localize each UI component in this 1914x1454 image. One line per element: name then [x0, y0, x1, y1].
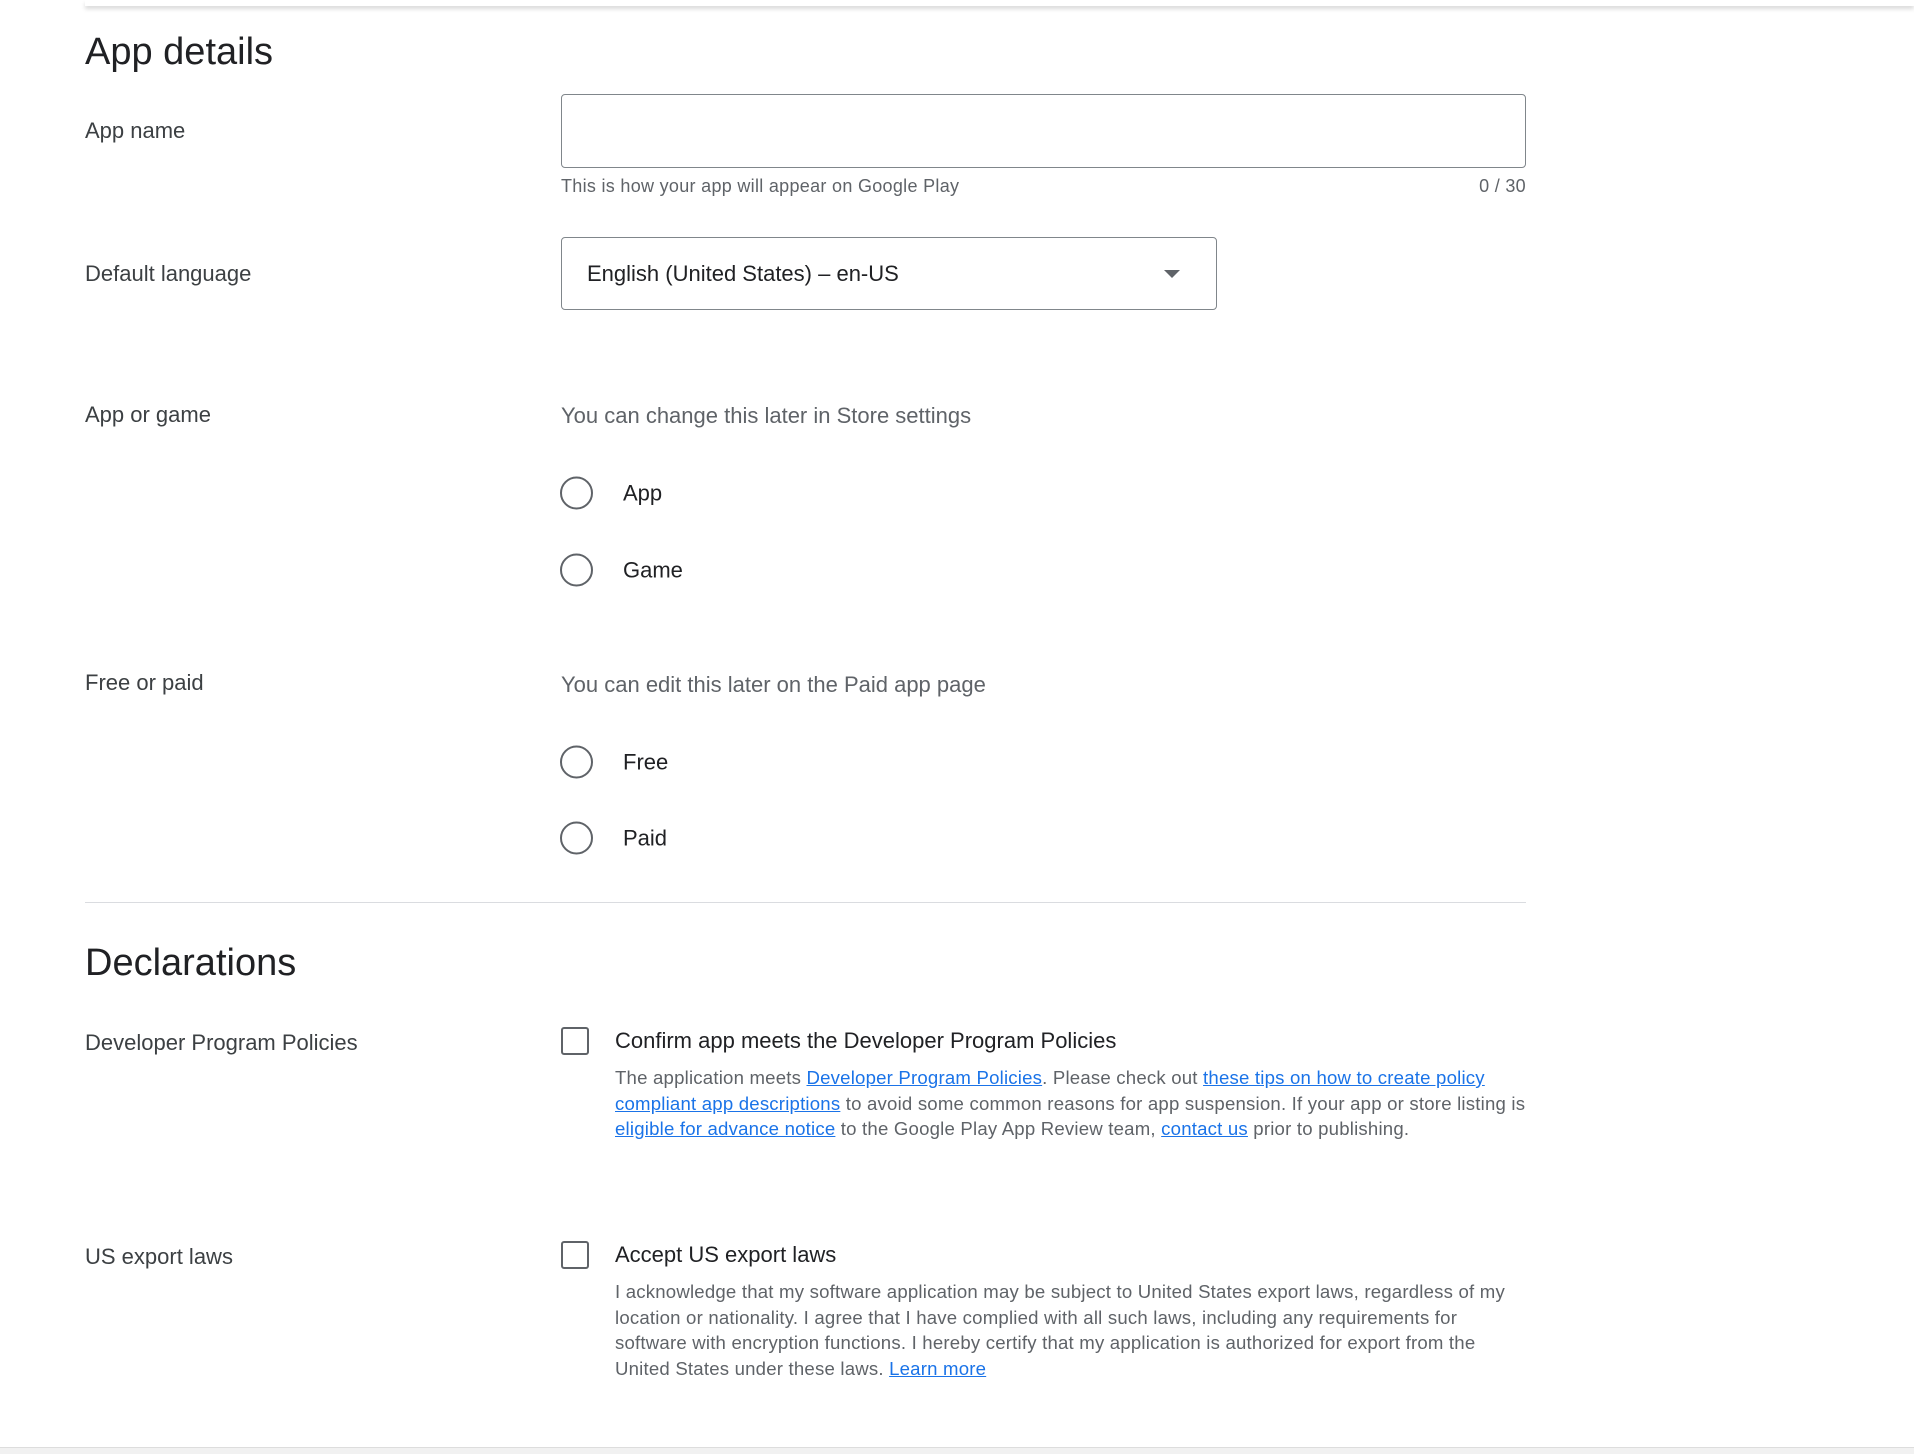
free-or-paid-description: You can edit this later on the Paid app page	[561, 672, 986, 697]
text: The application meets	[615, 1067, 807, 1088]
developer-policies-title: Confirm app meets the Developer Program Policies	[615, 1028, 1117, 1053]
advance-notice-link[interactable]: eligible for advance notice	[615, 1118, 836, 1139]
contact-us-link[interactable]: contact us	[1161, 1118, 1248, 1139]
free-or-paid-label: Free or paid	[85, 670, 204, 695]
radio-free[interactable]	[560, 746, 668, 779]
radio-paid[interactable]	[560, 822, 667, 855]
developer-program-policies-link[interactable]: Developer Program Policies	[806, 1067, 1043, 1088]
us-export-text	[615, 1279, 1527, 1381]
radio-label: Game	[623, 557, 683, 582]
radio-label: App	[623, 480, 663, 505]
section-divider	[85, 902, 1526, 903]
radio-circle-icon	[560, 822, 593, 855]
radio-label: Paid	[623, 825, 668, 850]
declarations-heading: Declarations	[85, 942, 297, 984]
text: . Please check out	[1042, 1067, 1204, 1088]
radio-label: Free	[623, 749, 669, 774]
app-or-game-description: You can change this later in Store settings	[561, 403, 972, 428]
default-language-select[interactable]	[561, 237, 1217, 310]
learn-more-link[interactable]: Learn more	[889, 1357, 987, 1379]
radio-circle-icon	[560, 746, 593, 779]
radio-app[interactable]	[560, 477, 662, 510]
developer-policies-checkbox[interactable]	[561, 1027, 589, 1055]
us-export-label: US export laws	[85, 1244, 233, 1269]
text: I acknowledge that my software application may be subject to United States export laws, regardless of my location or nationality. I agree that I have complied with all such laws, including any requirements for software with encryption functions. I hereby certify that my application is authorized for export from the United States under these laws.	[615, 1281, 1505, 1379]
bottom-bar	[0, 1447, 1914, 1454]
app-name-helper: This is how your app will appear on Google Play	[561, 176, 960, 196]
default-language-label: Default language	[85, 261, 252, 286]
us-export-title: Accept US export laws	[615, 1242, 837, 1267]
app-details-heading: App details	[85, 31, 274, 73]
developer-policies-label: Developer Program Policies	[85, 1030, 358, 1055]
default-language-value: English (United States) – en-US	[587, 260, 899, 286]
text: to avoid some common reasons for app suspension. If your app or store listing is	[840, 1092, 1526, 1114]
us-export-checkbox[interactable]	[561, 1241, 589, 1269]
text: to the Google Play App Review team,	[835, 1118, 1162, 1139]
app-or-game-label: App or game	[85, 402, 211, 427]
policy-tips-link[interactable]: these tips on how to create policy compliant app descriptions	[615, 1067, 1485, 1114]
app-name-input[interactable]	[561, 94, 1526, 168]
top-shadow	[85, 0, 1914, 6]
developer-policies-text	[615, 1065, 1527, 1142]
radio-game[interactable]	[560, 554, 683, 587]
app-name-label: App name	[85, 118, 186, 143]
dropdown-arrow-icon	[1164, 270, 1180, 278]
radio-circle-icon	[560, 477, 593, 510]
text: prior to publishing.	[1247, 1118, 1410, 1139]
app-name-counter: 0 / 30	[1479, 176, 1526, 196]
radio-circle-icon	[560, 554, 593, 587]
